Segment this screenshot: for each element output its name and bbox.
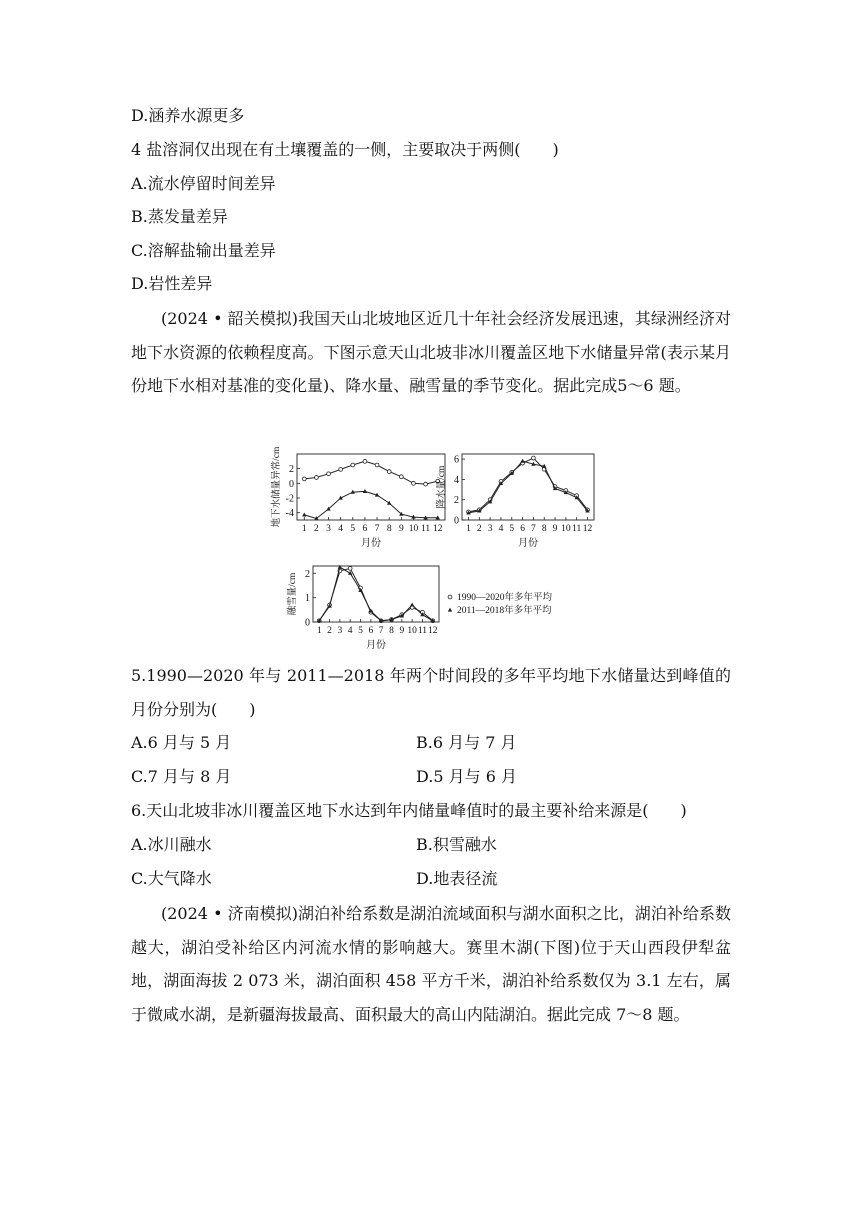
x-tick-label: 9 — [398, 524, 404, 534]
series-line-2 — [319, 567, 433, 621]
y-tick-label: -4 — [285, 508, 294, 520]
x-tick-label: 11 — [421, 524, 431, 534]
q4-stem: 4 盐溶洞仅出现在有土壤覆盖的一侧，主要取决于两侧( ) — [131, 140, 559, 159]
q6-option-d: D.地表径流 — [416, 869, 498, 888]
intro-7-8: (2024 • 济南模拟)湖泊补给系数是湖泊流域面积与湖水面积之比，湖泊补给系数越大，湖泊受补给区内河流水情的影响越大。赛里木湖(下图)位于天山西段伊犁盆地，湖面海拔 2 073 米，湖泊面积 458 平方千米，湖泊补给系数仅为 3.1 左右，属于微咸水湖，是新疆海拔最高、面积最大的高山内陆湖泊。据此完成 7～8 题。 — [131, 904, 731, 1024]
legend-label: 2011—2018年多年平均 — [457, 606, 552, 616]
x-tick-label: 9 — [552, 524, 558, 534]
data-point — [532, 456, 536, 460]
x-tick-label: 5 — [509, 524, 515, 534]
x-tick-label: 7 — [374, 524, 380, 534]
plot-frame — [313, 566, 439, 622]
y-tick-label: 6 — [454, 454, 459, 466]
x-tick-label: 6 — [520, 524, 525, 534]
x-tick-label: 4 — [338, 524, 344, 534]
data-point — [520, 459, 524, 463]
x-tick-label: 5 — [358, 626, 363, 636]
x-axis-label: 月份 — [518, 538, 538, 549]
y-axis-label: 地下水储量异常/cm — [272, 446, 282, 528]
y-tick-label: 2 — [305, 568, 310, 580]
x-tick-label: 5 — [350, 524, 356, 534]
q3-option-d: D.涵养水源更多 — [131, 106, 245, 125]
x-axis-label: 月份 — [361, 538, 381, 549]
x-tick-label: 8 — [389, 626, 394, 636]
x-tick-label: 4 — [498, 524, 504, 534]
x-tick-label: 7 — [378, 626, 384, 636]
data-point — [424, 482, 428, 486]
data-point — [375, 463, 379, 467]
x-tick-label: 2 — [476, 524, 482, 534]
y-tick-label: 2 — [454, 495, 459, 507]
data-point — [338, 565, 342, 569]
x-tick-label: 10 — [561, 524, 571, 534]
q6-option-a: A.冰川融水 — [131, 835, 212, 854]
x-tick-label: 9 — [399, 626, 405, 636]
x-tick-label: 10 — [407, 626, 417, 636]
q5-option-d: D.5 月与 6 月 — [416, 767, 517, 786]
data-point — [302, 477, 306, 481]
y-axis-label: 融雪量/cm — [288, 572, 298, 616]
x-axis-label: 月份 — [366, 640, 386, 651]
data-point — [351, 463, 355, 467]
q4-option-c: C.溶解盐输出量差异 — [131, 241, 276, 260]
plot-frame — [462, 454, 594, 520]
data-point — [327, 472, 331, 476]
data-point — [339, 468, 343, 472]
x-tick-label: 1 — [466, 524, 471, 534]
data-point — [387, 470, 391, 474]
q4-option-a: A.流水停留时间差异 — [131, 174, 276, 193]
data-point — [412, 481, 416, 485]
chart-snowmelt — [286, 565, 439, 651]
y-tick-label: 2 — [289, 464, 294, 476]
q4-option-b: B.蒸发量差异 — [131, 207, 228, 226]
chart-groundwater-anomaly — [270, 446, 445, 549]
x-tick-label: 7 — [531, 524, 536, 534]
plot-frame — [297, 454, 445, 520]
chart-precipitation — [432, 454, 594, 549]
series-line-2 — [304, 491, 437, 518]
x-tick-label: 11 — [417, 626, 428, 636]
series-line-1 — [469, 458, 588, 512]
x-tick-label: 12 — [582, 524, 593, 534]
x-tick-label: 3 — [487, 524, 493, 534]
q5-option-a: A.6 月与 5 月 — [131, 733, 232, 752]
x-tick-label: 1 — [301, 524, 307, 534]
series-line-2 — [469, 461, 588, 513]
intro-5-6: (2024 • 韶关模拟)我国天山北坡地区近几十年社会经济发展迅速，其绿洲经济对地下水资源的依赖程度高。下图示意天山北坡非冰川覆盖区地下水储量异常(表示某月份地下水相对基准的变化量)、降水量、融雪量的季节变化。据此完成5～6 题。 — [131, 309, 731, 395]
q5-stem: 5.1990—2020 年与 2011—2018 年两个时间段的多年平均地下水储量达到峰值的月份分别为( ) — [131, 666, 731, 719]
data-point — [348, 567, 352, 571]
data-point — [399, 475, 403, 479]
x-tick-label: 3 — [337, 626, 343, 636]
q6-option-b: B.积雪融水 — [416, 835, 497, 854]
x-tick-label: 6 — [368, 626, 374, 636]
series-line-1 — [304, 461, 437, 484]
x-tick-label: 4 — [347, 626, 353, 636]
y-tick-label: 0 — [454, 515, 459, 527]
q6-option-c: C.大气降水 — [131, 869, 212, 888]
data-point — [363, 459, 367, 463]
x-tick-label: 2 — [327, 626, 332, 636]
y-tick-label: 4 — [454, 474, 459, 486]
data-point — [315, 476, 319, 480]
x-tick-label: 8 — [386, 524, 392, 534]
x-tick-label: 6 — [362, 524, 368, 534]
legend-label: 1990—2020年多年平均 — [457, 593, 553, 603]
y-tick-label: 0 — [289, 478, 294, 490]
series-line-1 — [319, 568, 433, 620]
x-tick-label: 8 — [541, 524, 547, 534]
figure-groundwater-charts — [265, 438, 605, 654]
y-axis-label: 降水量/cm — [437, 465, 447, 509]
legend-marker — [448, 608, 452, 612]
y-tick-label: 0 — [305, 617, 310, 629]
x-tick-label: 12 — [432, 524, 443, 534]
data-point — [387, 501, 391, 505]
q4-option-d: D.岩性差异 — [131, 274, 213, 293]
x-tick-label: 1 — [316, 626, 322, 636]
data-point — [302, 512, 306, 516]
x-tick-label: 11 — [572, 524, 582, 534]
q5-option-b: B.6 月与 7 月 — [416, 733, 517, 752]
x-tick-label: 3 — [326, 524, 331, 534]
y-tick-label: -2 — [285, 493, 294, 505]
chart-legend — [448, 591, 553, 616]
q6-stem: 6.天山北坡非冰川覆盖区地下水达到年内储量峰值时的最主要补给来源是( ) — [131, 801, 687, 820]
legend-marker — [448, 595, 452, 599]
x-tick-label: 10 — [408, 524, 419, 534]
y-tick-label: 1 — [305, 593, 310, 605]
data-point — [410, 603, 414, 607]
x-tick-label: 12 — [428, 626, 438, 636]
q5-option-c: C.7 月与 8 月 — [131, 767, 232, 786]
x-tick-label: 2 — [314, 524, 319, 534]
